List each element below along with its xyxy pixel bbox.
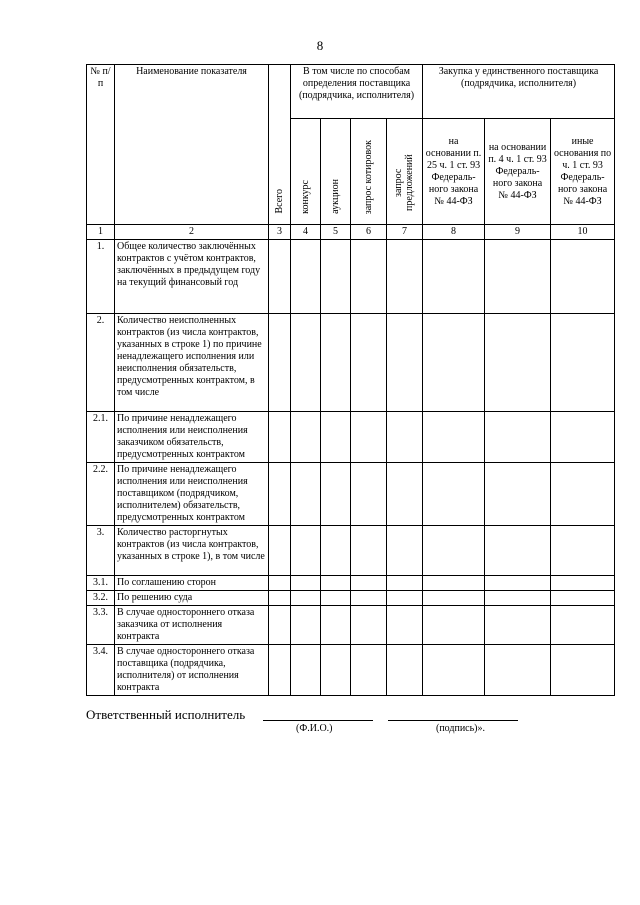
row-number: 3.1. [87, 576, 115, 591]
data-cell[interactable] [551, 606, 615, 645]
signature-caption: (подпись)». [436, 723, 486, 734]
row-label: По причине ненадлежащего исполнения или неисполнения поставщиком (подрядчиком, исполнителем) обязательств, предусмотренных контрактом [115, 463, 269, 526]
data-cell[interactable] [423, 591, 485, 606]
row-number: 2.1. [87, 412, 115, 463]
data-cell[interactable] [485, 591, 551, 606]
data-cell[interactable] [351, 526, 387, 576]
data-cell[interactable] [321, 240, 351, 314]
data-cell[interactable] [387, 591, 423, 606]
header-proposals [387, 119, 423, 225]
header-single-supplier-group: Закупка у единственного поставщика (подрядчика, исполнителя) [423, 65, 615, 119]
data-cell[interactable] [269, 412, 291, 463]
data-cell[interactable] [321, 591, 351, 606]
data-cell[interactable] [387, 240, 423, 314]
column-numbers-row [87, 225, 615, 240]
header-total-label: Всего [274, 189, 285, 214]
col-number: 6 [351, 225, 387, 240]
data-cell[interactable] [485, 526, 551, 576]
row-number: 2. [87, 314, 115, 412]
data-cell[interactable] [423, 463, 485, 526]
data-cell[interactable] [321, 314, 351, 412]
header-auction [321, 119, 351, 225]
col-number: 3 [269, 225, 291, 240]
header-row-number: № п/п [87, 65, 115, 225]
report-table [86, 64, 615, 696]
header-other: иные основания по ч. 1 ст. 93 Федераль-ного закона № 44-ФЗ [551, 119, 615, 225]
data-cell[interactable] [269, 314, 291, 412]
data-cell[interactable] [291, 591, 321, 606]
row-label: В случае одностороннего отказа поставщика (подрядчика, исполнителя) от исполнения контракта [115, 645, 269, 696]
data-cell[interactable] [351, 240, 387, 314]
header-auction-label: аукцион [330, 179, 341, 214]
row-label: Количество неисполненных контрактов (из числа контрактов, указанных в строке 1) по причине ненадлежащего исполнения или неисполнения обязательств, предусмотренных контрактом, в том числе [115, 314, 269, 412]
data-cell[interactable] [551, 240, 615, 314]
data-cell[interactable] [423, 314, 485, 412]
data-cell[interactable] [423, 526, 485, 576]
table-row [87, 240, 615, 314]
data-cell[interactable] [551, 463, 615, 526]
row-number: 3. [87, 526, 115, 576]
data-cell[interactable] [269, 606, 291, 645]
data-cell[interactable] [269, 240, 291, 314]
data-cell[interactable] [291, 463, 321, 526]
data-cell[interactable] [387, 576, 423, 591]
data-cell[interactable] [269, 645, 291, 696]
data-cell[interactable] [351, 645, 387, 696]
col-number: 8 [423, 225, 485, 240]
data-cell[interactable] [291, 576, 321, 591]
row-label: Количество расторгнутых контрактов (из числа контрактов, указанных в строке 1), в том числе [115, 526, 269, 576]
signature-block [86, 707, 614, 747]
row-label: По соглашению сторон [115, 576, 269, 591]
data-cell[interactable] [321, 645, 351, 696]
data-cell[interactable] [291, 412, 321, 463]
data-cell[interactable] [291, 526, 321, 576]
table-row [87, 606, 615, 645]
col-number: 4 [291, 225, 321, 240]
data-cell[interactable] [485, 576, 551, 591]
data-cell[interactable] [321, 526, 351, 576]
data-cell[interactable] [291, 645, 321, 696]
data-cell[interactable] [485, 240, 551, 314]
header-indicator-name: Наименование показателя [115, 65, 269, 225]
data-cell[interactable] [351, 606, 387, 645]
data-cell[interactable] [321, 606, 351, 645]
data-cell[interactable] [551, 314, 615, 412]
table-row [87, 463, 615, 526]
data-cell[interactable] [423, 576, 485, 591]
name-line[interactable] [263, 720, 373, 721]
row-number: 2.2. [87, 463, 115, 526]
data-cell[interactable] [321, 576, 351, 591]
col-number: 7 [387, 225, 423, 240]
data-cell[interactable] [551, 526, 615, 576]
data-cell[interactable] [351, 314, 387, 412]
data-cell[interactable] [387, 526, 423, 576]
data-cell[interactable] [269, 576, 291, 591]
header-proposals-label: запрос предложений [392, 154, 415, 212]
table-row [87, 645, 615, 696]
data-cell[interactable] [387, 606, 423, 645]
row-label: По причине ненадлежащего исполнения или неисполнения заказчиком обязательств, предусмотренных контрактом [115, 412, 269, 463]
data-cell[interactable] [269, 463, 291, 526]
header-quotes [351, 119, 387, 225]
data-cell[interactable] [551, 591, 615, 606]
header-p25: на основании п. 25 ч. 1 ст. 93 Федераль-ного закона № 44-ФЗ [423, 119, 485, 225]
header-konkurs [291, 119, 321, 225]
header-methods-group: В том числе по способам определения поставщика (подрядчика, исполнителя) [291, 65, 423, 119]
row-number: 3.4. [87, 645, 115, 696]
row-label: По решению суда [115, 591, 269, 606]
col-number: 5 [321, 225, 351, 240]
data-cell[interactable] [485, 645, 551, 696]
row-number: 3.3. [87, 606, 115, 645]
table-row [87, 591, 615, 606]
col-number: 2 [115, 225, 269, 240]
data-cell[interactable] [423, 412, 485, 463]
data-cell[interactable] [551, 576, 615, 591]
data-cell[interactable] [351, 412, 387, 463]
data-cell[interactable] [485, 412, 551, 463]
row-number: 1. [87, 240, 115, 314]
name-caption: (Ф.И.О.) [296, 723, 333, 734]
header-p4: на основании п. 4 ч. 1 ст. 93 Федераль-ного закона № 44-ФЗ [485, 119, 551, 225]
data-cell[interactable] [269, 526, 291, 576]
data-cell[interactable] [291, 314, 321, 412]
data-cell[interactable] [387, 314, 423, 412]
data-cell[interactable] [269, 591, 291, 606]
data-cell[interactable] [485, 606, 551, 645]
data-cell[interactable] [321, 463, 351, 526]
row-label: В случае одностороннего отказа заказчика от исполнения контракта [115, 606, 269, 645]
data-cell[interactable] [387, 463, 423, 526]
table-row [87, 576, 615, 591]
data-cell[interactable] [351, 576, 387, 591]
data-cell[interactable] [351, 591, 387, 606]
data-cell[interactable] [551, 645, 615, 696]
table-row [87, 314, 615, 412]
col-number: 10 [551, 225, 615, 240]
data-cell[interactable] [423, 606, 485, 645]
header-total [269, 65, 291, 225]
data-cell[interactable] [485, 314, 551, 412]
data-cell[interactable] [423, 240, 485, 314]
row-label: Общее количество заключённых контрактов с учётом контрактов, заключённых в предыдущем году на текущий финансовый год [115, 240, 269, 314]
data-cell[interactable] [351, 463, 387, 526]
col-number: 1 [87, 225, 115, 240]
col-number: 9 [485, 225, 551, 240]
data-cell[interactable] [485, 463, 551, 526]
data-cell[interactable] [551, 412, 615, 463]
data-cell[interactable] [423, 645, 485, 696]
table-row [87, 412, 615, 463]
header-konkurs-label: конкурс [300, 180, 311, 214]
data-cell[interactable] [291, 606, 321, 645]
row-number: 3.2. [87, 591, 115, 606]
table-row [87, 526, 615, 576]
data-cell[interactable] [387, 645, 423, 696]
responsible-executor-label: Ответственный исполнитель [86, 707, 246, 722]
signature-line[interactable] [388, 720, 518, 721]
header-quotes-label: запрос котировок [363, 139, 374, 214]
data-cell[interactable] [321, 412, 351, 463]
data-cell[interactable] [387, 412, 423, 463]
data-cell[interactable] [291, 240, 321, 314]
page-number: 8 [316, 38, 324, 53]
